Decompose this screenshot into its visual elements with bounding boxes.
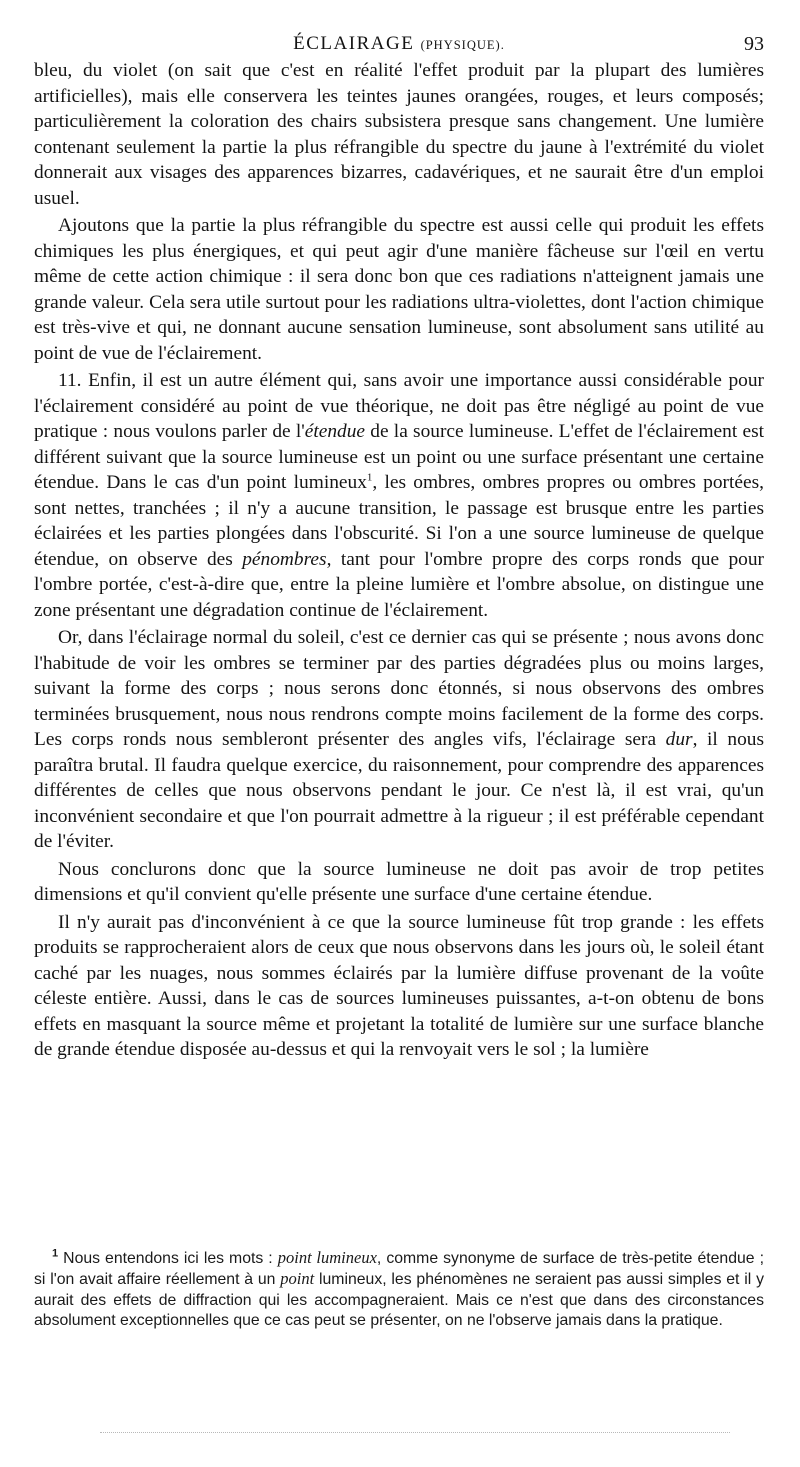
emphasis-etendue: étendue [304,421,366,442]
paragraph-3 [34,368,764,623]
footnote-part-c: lumineux, les phénomènes ne seraient pas aussi simples et il y aurait des effets de diffraction qui les accompagneraient. Mais ce n'est que dans des circonstances absolument exceptionnelles que ce cas peut se présenter, on ne l'observe jamais dans la pratique. [34,1271,764,1330]
paragraph-3-part-a: Enfin, il est un autre élément qui, sans avoir une importance aussi considérable pour l'éclairement considéré au point de vue théorique, ne doit pas être négligé au point de vue pratique : nous voulons parler de l' [34,370,764,442]
running-title-sub: (PHYSIQUE). [420,38,505,52]
body-text [34,58,764,1063]
paragraph-4 [34,625,764,855]
running-head [34,30,764,58]
paragraph-4-part-a: Or, dans l'éclairage normal du soleil, c'est ce dernier cas qui se présente ; nous avons donc l'habitude de voir les ombres se terminer par des parties dégradées plus ou moins larges, suivant la forme des corps ; nous serons donc étonnés, si nous observons des ombres terminées brusquement, nous nous rendrons compte moins facilement de la forme des corps. Les corps ronds nous sembleront présenter des angles vifs, l'éclairage sera [34,627,764,750]
paragraph-3-part-d: , tant pour l'ombre propre des corps ronds que pour l'ombre portée, c'est-à-dire que, entre la pleine lumière et l'ombre absolue, on distingue une zone présentant une dégradation continue de l'éclairement. [34,548,764,621]
footnote-emphasis-point-lumineux: point lumineux [277,1248,377,1267]
paragraph-2: Ajoutons que la partie la plus réfrangible du spectre est aussi celle qui produit les effets chimiques les plus énergiques, et qui peut agir d'une manière fâcheuse sur l'œil en vertu même de cette action chimique : il sera donc bon que ces radiations n'atteignent jamais une grande valeur. Cela sera utile surtout pour les radiations ultra-violettes, dont l'action chimique est très-vive et qui, ne donnant aucune sensation lumineuse, sont absolument sans utilité au point de vue de l'éclairement. [34,215,764,364]
paragraph-5: Nous conclurons donc que la source lumineuse ne doit pas avoir de trop petites dimensions et qu'il convient qu'elle présente une surface d'une certaine étendue. [34,858,764,905]
paragraph-4-part-b: , il nous paraîtra brutal. Il faudra quelque exercice, du raisonnement, pour comprendre des apparences différentes de celles que nous observons pendant le jour. Ce n'est là, il est vrai, qu'un inconvénient secondaire et que l'on pourrait admettre à la rigueur ; il est préférable cependant de l'éviter. [34,729,765,852]
emphasis-penombres: pénombres [242,548,327,570]
footnote-part-b: , comme synonyme de surface de très-petite étendue ; si l'on avait affaire réellement à un [34,1250,764,1289]
emphasis-dur: dur [665,729,693,750]
footnote-part-a: Nous entendons ici les mots : [58,1250,278,1267]
paragraph-1: bleu, du violet (on sait que c'est en réalité l'effet produit par la plupart des lumières artificielles), mais elle conservera les teintes jaunes orangées, rouges, et leurs composés; particulièrement la coloration des chairs subsistera presque sans changement. Une lumière contenant seulement la partie la plus réfrangible du spectre du jaune à l'extrémité du violet donnerait aux visages des apparences bizarres, cadavériques, et ne saurait être d'un emploi usuel. [34,60,764,209]
footnote-emphasis-point: point [280,1269,315,1289]
footnotes [34,1248,764,1332]
footnote-reference[interactable]: 1 [366,471,373,484]
scan-bleed-line [100,1432,730,1434]
running-title [34,30,764,59]
page-number: 93 [744,33,764,55]
footnote-number: 1 [52,1247,59,1260]
paragraph-3-part-b: de la source lumineuse. L'effet de l'éclairement est différent suivant que la source lumineuse est un point ou une surface présentant une certaine étendue. Dans le cas d'un point lumineux [34,421,764,493]
paragraph-6: Il n'y aurait pas d'inconvénient à ce que la source lumineuse fût trop grande : les effets produits se rapprocheraient alors de ceux que nous observons dans les jours où, le soleil étant caché par les nuages, nous sommes éclairés par la lumière diffuse provenant de la voûte céleste entière. Aussi, dans le cas de sources lumineuses puissantes, a-t-on obtenu de bons effets en masquant la source même et projetant la totalité de lumière sur une surface blanche de grande étendue disposée au-dessus et qui la renvoyait vers le sol ; la lumière [34,911,764,1060]
running-title-main: ÉCLAIRAGE [293,33,415,54]
section-number: 11. [58,370,82,391]
paragraph-3-part-c: , les ombres, ombres propres ou ombres portées, sont nettes, tranchées ; il n'y a aucune transition, le passage est brusque entre les parties éclairées et les parties plongées dans l'obscurité. Si l'on a une source lumineuse de quelque étendue, on observe des [34,472,764,570]
footnote-1 [34,1248,764,1332]
